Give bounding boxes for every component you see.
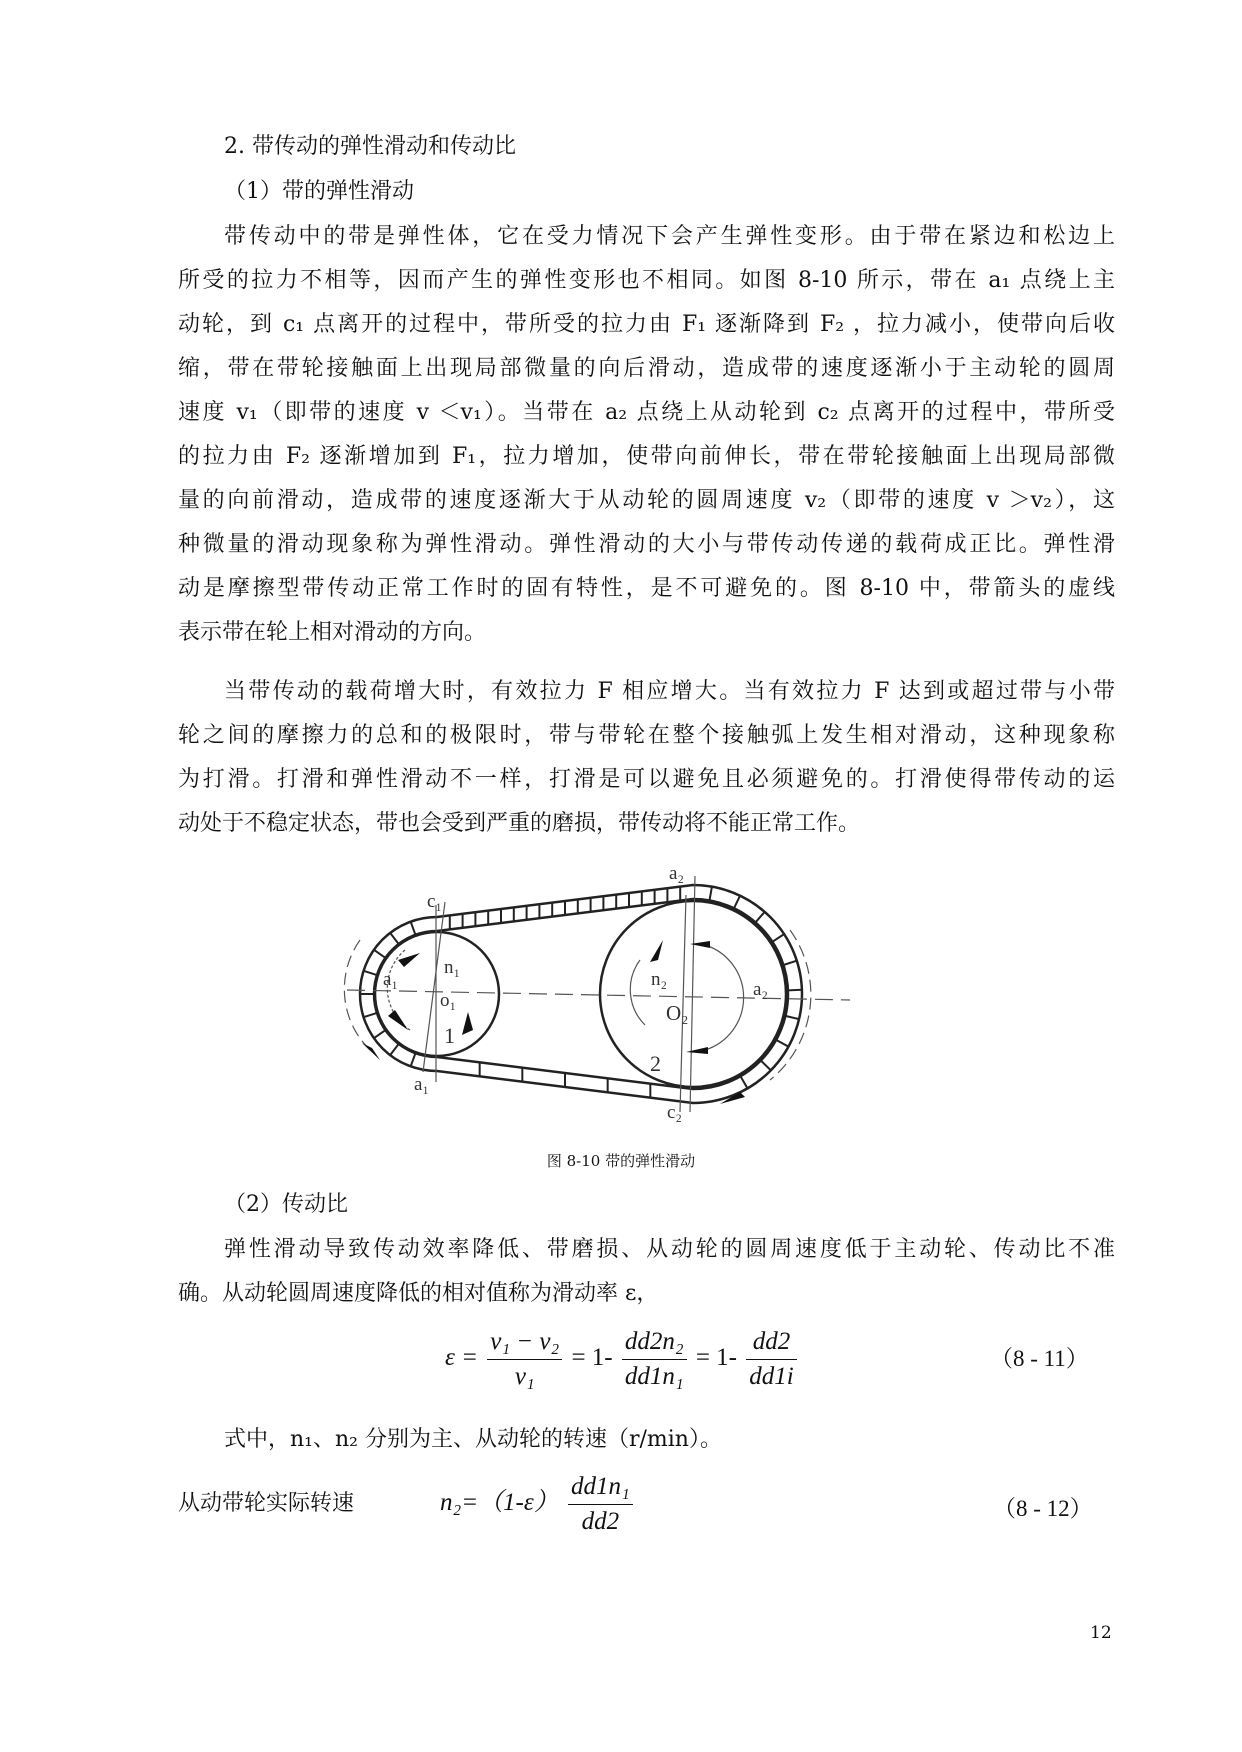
label-n1: n₁ bbox=[444, 957, 461, 978]
text-line: 种微量的滑动现象称为弹性滑动。弹性滑动的大小与带传动传递的载荷成正比。弹性滑 bbox=[178, 532, 1115, 557]
belt-tick bbox=[761, 1061, 771, 1071]
text-line: 弹性滑动导致传动效率降低、带磨损、从动轮的圆周速度低于主动轮、传动比不准 bbox=[224, 1237, 1115, 1262]
belt-tick bbox=[390, 1044, 399, 1055]
eq-lhs: n₂=（1-ε） bbox=[440, 1489, 559, 1517]
frac-denominator: v₁ bbox=[514, 1363, 535, 1390]
belt-drive-figure bbox=[0, 850, 1242, 1150]
equation-number: （8 - 12） bbox=[993, 1496, 1093, 1521]
belt-tick bbox=[364, 1013, 377, 1017]
belt-tick bbox=[411, 1053, 416, 1066]
label-a2-top: a₂ bbox=[669, 863, 685, 884]
label-n2: n₂ bbox=[651, 969, 668, 990]
frac-numerator: v₁ − v₂ bbox=[487, 1325, 562, 1360]
belt-tick bbox=[374, 1030, 385, 1038]
text-line: 表示带在轮上相对滑动的方向。 bbox=[178, 620, 487, 645]
equation-8-11 bbox=[445, 1325, 800, 1394]
frac-denominator: dd2 bbox=[581, 1508, 620, 1535]
text-line: 所受的拉力不相等，因而产生的弹性变形也不相同。如图 8-10 所示，带在 a₁ 点绕上主 bbox=[178, 268, 1115, 293]
belt-tick bbox=[364, 971, 377, 975]
belt-tick bbox=[374, 950, 385, 958]
label-c1: c₁ bbox=[427, 891, 443, 912]
belt-tick bbox=[785, 1016, 799, 1019]
text-line: 的拉力由 F₂ 逐渐增加到 F₁，拉力增加，使带向前伸长，带在带轮接触面上出现局部微 bbox=[178, 444, 1115, 469]
belt-tick bbox=[390, 933, 399, 944]
label-a2-right: a₂ bbox=[753, 979, 769, 1000]
text-line: 式中，n₁、n₂ 分别为主、从动轮的转速（r/min）。 bbox=[224, 1427, 722, 1452]
label-a1-outer: a₁ bbox=[414, 1074, 430, 1095]
belt-tick bbox=[772, 934, 784, 942]
frac-denominator: dd1i bbox=[749, 1363, 794, 1390]
equation-number: （8 - 11） bbox=[990, 1346, 1089, 1371]
frac-numerator: dd2n₂ bbox=[622, 1325, 687, 1360]
label-o2: O₂ bbox=[666, 1001, 689, 1025]
text-line: 速度 v₁（即带的速度 v ＜v₁）。当带在 a₂ 点绕上从动轮到 c₂ 点离开的过程中，带所受 bbox=[178, 400, 1115, 425]
text-line: 缩，带在带轮接触面上出现局部微量的向后滑动，造成带的速度逐渐小于主动轮的圆周 bbox=[178, 356, 1115, 381]
label-o1: o₁ bbox=[440, 990, 457, 1011]
text-line: 带传动中的带是弹性体，它在受力情况下会产生弹性变形。由于带在紧边和松边上 bbox=[224, 224, 1115, 249]
equation-label: 从动带轮实际转速 bbox=[178, 1491, 355, 1516]
text-line: 动处于不稳定状态，带也会受到严重的磨损，带传动将不能正常工作。 bbox=[178, 811, 861, 836]
belt-tick bbox=[776, 1040, 788, 1047]
belt-tick bbox=[411, 922, 416, 935]
belt-tick bbox=[709, 887, 711, 901]
label-c2: c₂ bbox=[667, 1102, 683, 1123]
label-2: 2 bbox=[650, 1051, 661, 1076]
label-a1-inner: a₁ bbox=[383, 969, 399, 990]
text-line: 为打滑。打滑和弹性滑动不一样，打滑是可以避免且必须避免的。打滑使得带传动的运 bbox=[178, 767, 1115, 792]
section-title: 2. 带传动的弹性滑动和传动比 bbox=[224, 134, 516, 159]
text-line: 动是摩擦型带传动正常工作时的固有特性，是不可避免的。图 8-10 中，带箭头的虚线 bbox=[178, 576, 1115, 601]
text-line: 当带传动的载荷增大时，有效拉力 F 相应增大。当有效拉力 F 达到或超过带与小带 bbox=[224, 679, 1115, 704]
figure-caption: 图 8-10 带的弹性滑动 bbox=[546, 1152, 696, 1170]
text-line: 轮之间的摩擦力的总和的极限时，带与带轮在整个接触弧上发生相对滑动，这种现象称 bbox=[178, 723, 1115, 748]
subsection-title: （1）带的弹性滑动 bbox=[224, 179, 414, 204]
belt-tick bbox=[734, 896, 740, 909]
text-line: 确。从动轮圆周速度降低的相对值称为滑动率 ε， bbox=[178, 1281, 659, 1306]
belt-tick bbox=[741, 1076, 748, 1088]
label-1: 1 bbox=[444, 1023, 455, 1048]
subsection-title: （2）传动比 bbox=[224, 1192, 348, 1217]
eq-term: = 1- bbox=[695, 1344, 738, 1372]
frac-denominator: dd1n₁ bbox=[624, 1363, 684, 1390]
page-number: 12 bbox=[1090, 1623, 1112, 1643]
equation-8-12 bbox=[440, 1470, 636, 1539]
text-line: 动轮，到 c₁ 点离开的过程中，带所受的拉力由 F₁ 逐渐降到 F₂ ，拉力减小，使带向后收 bbox=[178, 312, 1115, 337]
belt-tick bbox=[783, 961, 796, 965]
frac-numerator: dd2 bbox=[746, 1325, 796, 1360]
belt-tick bbox=[755, 912, 764, 923]
eq-term: = 1- bbox=[571, 1344, 613, 1372]
belt-tick bbox=[788, 990, 802, 991]
frac-numerator: dd1n₁ bbox=[568, 1470, 633, 1505]
text-line: 量的向前滑动，造成带的速度逐渐大于从动轮的圆周速度 v₂（即带的速度 v ＞v₂），这 bbox=[178, 488, 1115, 513]
eq-lhs: ε = bbox=[445, 1344, 478, 1372]
